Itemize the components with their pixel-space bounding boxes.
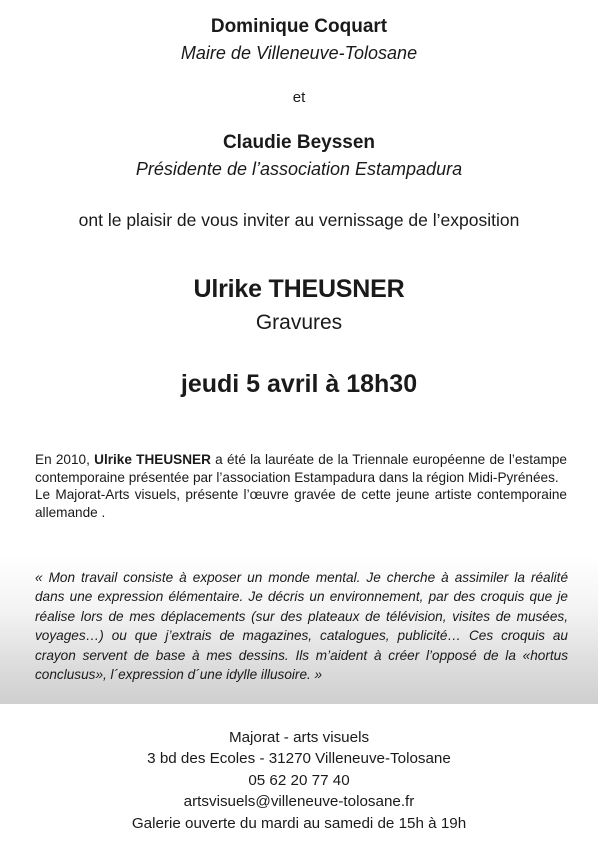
venue-address: 3 bd des Ecoles - 31270 Villeneuve-Tolosane: [147, 750, 451, 767]
bio-p1-artist: Ulrike THEUSNER: [94, 452, 211, 467]
event-date: jeudi 5 avril à 18h30: [180, 370, 418, 398]
venue-name: Majorat - arts visuels: [228, 729, 370, 746]
venue-phone: 05 62 20 77 40: [248, 772, 350, 789]
bio-p1-end: a été la lauréate de la Triennale européenne de l’estampe contemporaine présentée par l’association Estampadura dans la région Midi-Pyrénées.: [35, 452, 567, 485]
artist-name: Ulrike THEUSNER: [193, 275, 405, 303]
host1-name: Dominique Coquart: [210, 16, 388, 37]
artist-quote: « Mon travail consiste à exposer un monde mental. Je cherche à assimiler la réalité dans une expression élémentaire. Je décris un environnement, par des croquis que je réalise lors de mes déplacements (sur des plateaux de télévision, visites de musées, voyages…) ou que j’extrais de magazines, catalogues, publicité… Ces croquis au crayon servent de base à mes dessins. Ils m’aident à créer l’opposé de la «hortus conclusus», l´expression d´une idylle illusoire. »: [35, 570, 568, 683]
conjunction-text: et: [292, 89, 306, 106]
bio-p1-start: En 2010,: [35, 452, 95, 467]
invitation-text: ont le plaisir de vous inviter au vernissage de l’exposition: [78, 210, 520, 230]
host2-name: Claudie Beyssen: [222, 132, 376, 153]
bio-paragraph-2: Le Majorat-Arts visuels, présente l’œuvre gravée de cette jeune artiste contemporaine allemande .: [35, 487, 567, 520]
exhibition-subtitle: Gravures: [255, 311, 343, 334]
host2-role: Présidente de l’association Estampadura: [135, 159, 463, 179]
host1-role: Maire de Villeneuve-Tolosane: [180, 43, 418, 63]
artist-bio: [35, 451, 567, 521]
venue-email: artsvisuels@villeneuve-tolosane.fr: [183, 793, 415, 810]
bio-paragraph-1: [35, 451, 567, 486]
gallery-hours: Galerie ouverte du mardi au samedi de 15h à 19h: [131, 815, 467, 832]
